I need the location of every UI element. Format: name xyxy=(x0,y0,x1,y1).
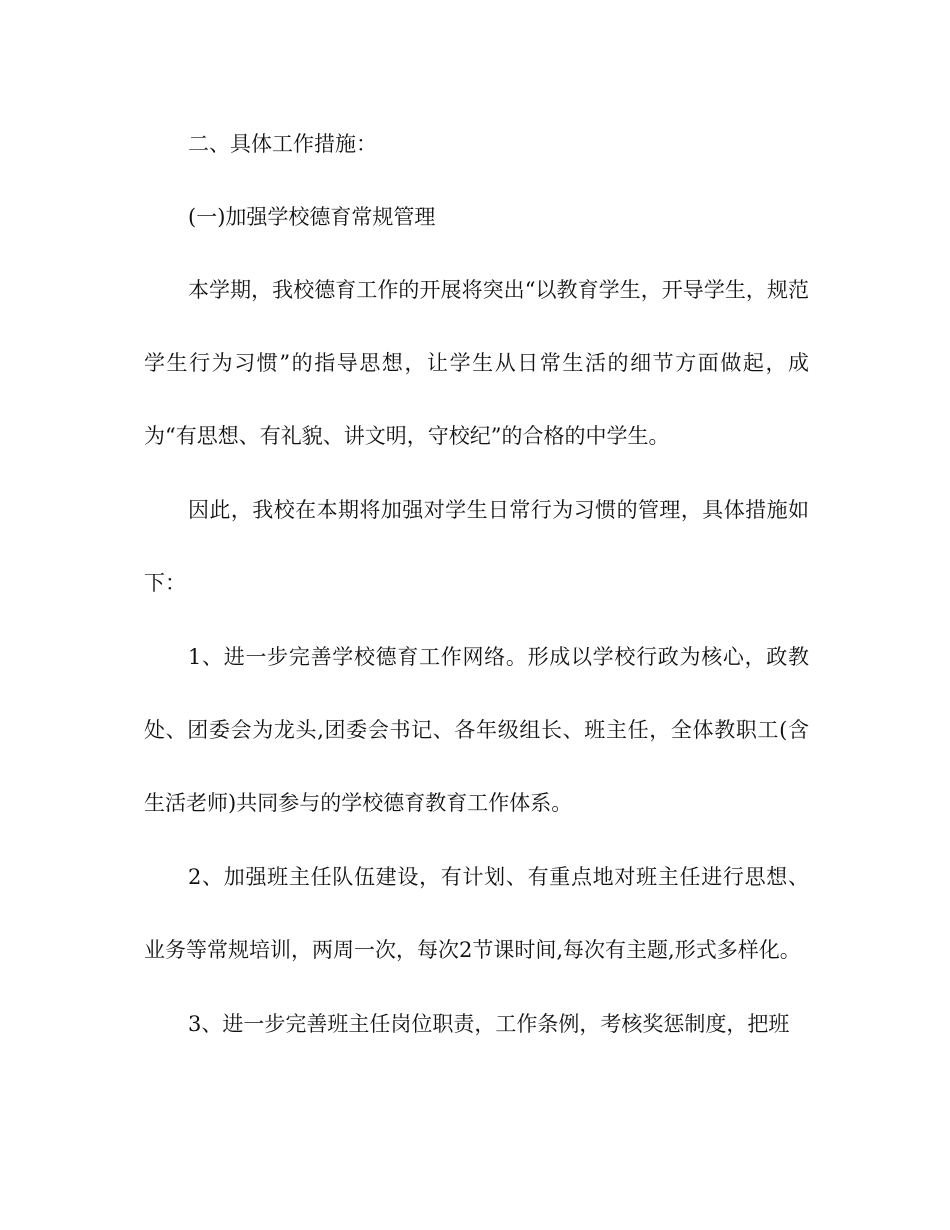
paragraph-item-3: 3、进一步完善班主任岗位职责，工作条例，考核奖惩制度，把班 xyxy=(188,1012,790,1036)
paragraph-guiding-idea: 本学期，我校德育工作的开展将突出“以教育学生，开导学生，规范学生行为习惯”的指导思想，让学生从日常生活的细节方面做起，成为“有思想、有礼貌、讲文明，守校纪”的合格的中学生。 xyxy=(144,278,809,448)
paragraph-item-2: 2、加强班主任队伍建设，有计划、有重点地对班主任进行思想、业务等常规培训，两周一次，每次2节课时间,每次有主题,形式多样化。 xyxy=(144,865,809,962)
paragraph-subheading-moral-education: (一)加强学校德育常规管理 xyxy=(188,205,436,229)
paragraph-item-1: 1、进一步完善学校德育工作网络。形成以学校行政为核心，政教处、团委会为龙头,团委会书记、各年级组长、班主任，全体教职工(含生活老师)共同参与的学校德育教育工作体系。 xyxy=(144,645,809,815)
document-body xyxy=(144,124,809,1077)
paragraph-heading-measures: 二、具体工作措施： xyxy=(188,132,377,156)
paragraph-measures-intro: 因此，我校在本期将加强对学生日常行为习惯的管理，具体措施如下： xyxy=(144,498,809,595)
